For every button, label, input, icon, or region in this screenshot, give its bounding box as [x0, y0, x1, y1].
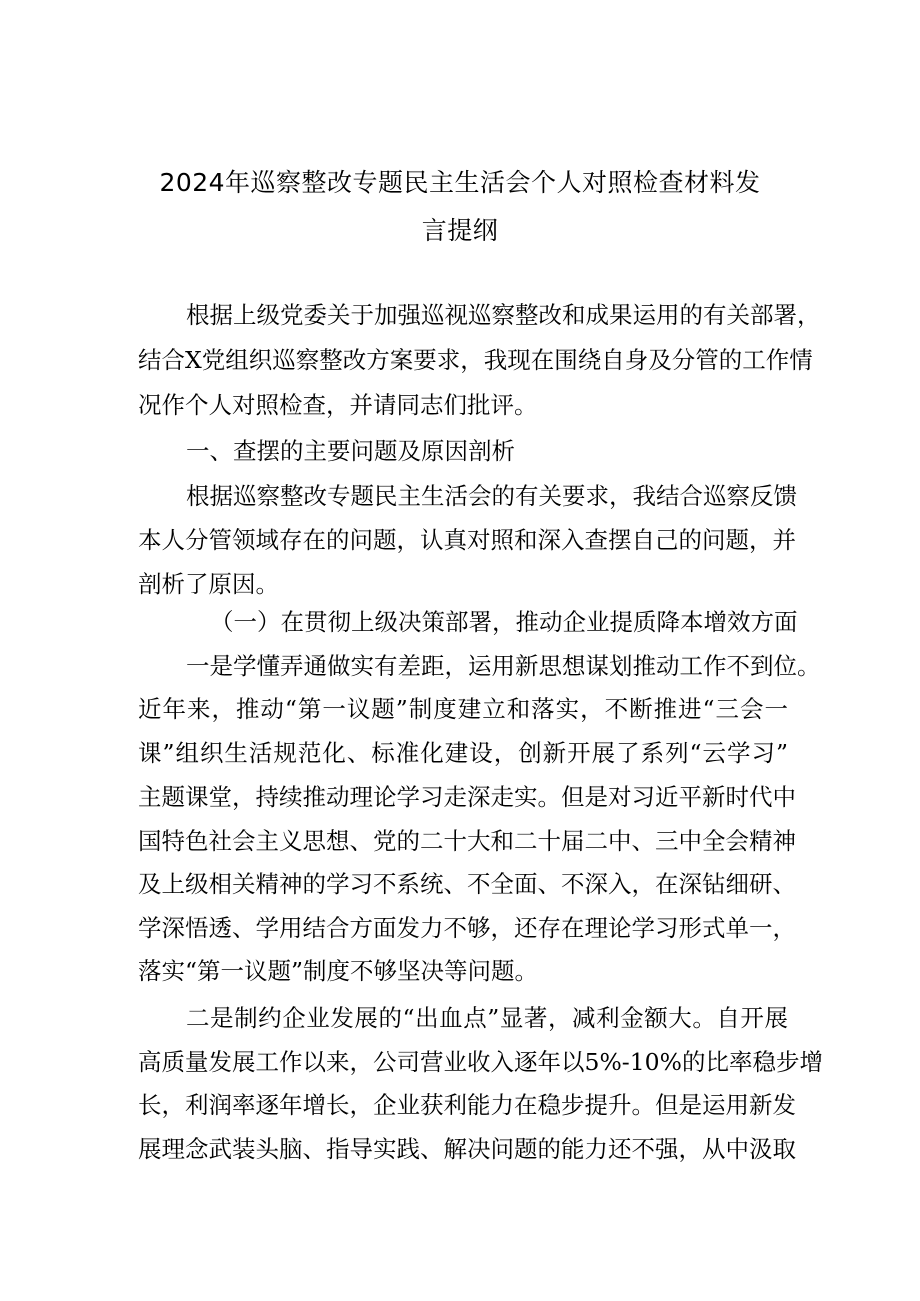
point1-line-3: 课”组织生活规范化、标准化建设，创新开展了系列“云学习”: [138, 739, 788, 767]
intro-line-1: 根据上级党委关于加强巡视巡察整改和成果运用的有关部署，: [186, 301, 821, 329]
section-heading: 一、查摆的主要问题及原因剖析: [186, 437, 515, 465]
section-line-1: 根据巡察整改专题民主生活会的有关要求，我结合巡察反馈: [186, 482, 797, 510]
point1-line-6: 及上级相关精神的学习不系统、不全面、不深入，在深钻细研、: [138, 870, 796, 898]
point2-line-1: 二是制约企业发展的“出血点”显著，减利金额大。自开展: [186, 1004, 788, 1032]
point1-line-8: 落实“第一议题”制度不够坚决等问题。: [138, 957, 539, 985]
document-title-line-1: 2024年巡察整改专题民主生活会个人对照检查材料发: [159, 168, 761, 197]
intro-line-3: 况作个人对照检查，并请同志们批评。: [138, 391, 538, 419]
section-line-2: 本人分管领域存在的问题，认真对照和深入查摆自己的问题，并: [138, 526, 796, 554]
point2-line-3: 长，利润率逐年增长，企业获利能力在稳步提升。但是运用新发: [138, 1091, 796, 1119]
intro-line-2: 结合X党组织巡察整改方案要求，我现在围绕自身及分管的工作情: [138, 346, 813, 374]
point1-line-2: 近年来，推动“第一议题”制度建立和落实，不断推进“三会一: [138, 695, 788, 723]
point2-line-2: 高质量发展工作以来，公司营业收入逐年以5%-10%的比率稳步增: [138, 1048, 823, 1076]
subsection-heading: （一）在贯彻上级决策部署，推动企业提质降本增效方面: [210, 608, 798, 636]
point1-line-4: 主题课堂，持续推动理论学习走深走实。但是对习近平新时代中: [138, 783, 796, 811]
point1-line-5: 国特色社会主义思想、党的二十大和二十届二中、三中全会精神: [138, 827, 796, 855]
point1-line-1: 一是学懂弄通做实有差距，运用新思想谋划推动工作不到位。: [186, 652, 821, 680]
section-line-3: 剖析了原因。: [138, 570, 279, 598]
point1-line-7: 学深悟透、学用结合方面发力不够，还存在理论学习形式单一，: [138, 914, 796, 942]
document-title-line-2: 言提纲: [421, 216, 499, 245]
point2-line-4: 展理念武装头脑、指导实践、解决问题的能力还不强，从中汲取: [138, 1135, 796, 1163]
